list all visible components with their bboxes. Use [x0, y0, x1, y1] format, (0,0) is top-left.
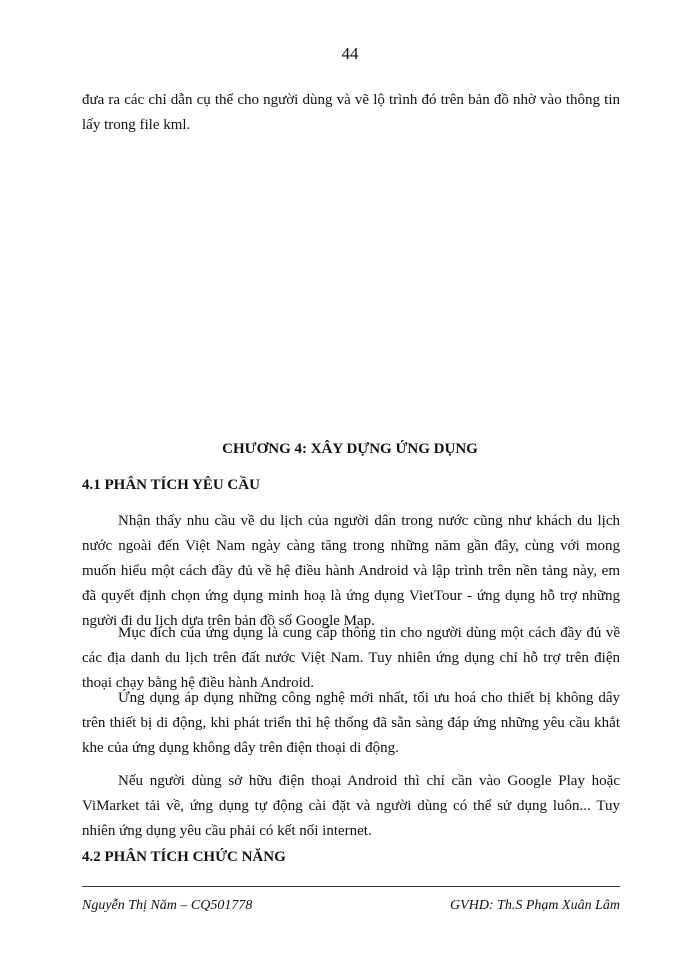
intro-paragraph: đưa ra các chỉ dẫn cụ thể cho người dùng và vẽ lộ trình đó trên bản đồ nhờ vào thông tin lấy trong file kml. [82, 92, 620, 133]
paragraph: Nếu người dùng sở hữu điện thoại Android thì chỉ cần vào Google Play hoặc ViMarket tải về, ứng dụng tự động cài đặt và người dùng có thể sử dụng luôn... Tuy nhiên ứng dụng yêu cầu phải có kết nối internet. [82, 773, 620, 839]
section-heading-4-1: 4.1 PHÂN TÍCH YÊU CẦU [82, 477, 260, 493]
paragraph: Mục đích của ứng dụng là cung cấp thông tin cho người dùng một cách đầy đủ về các địa danh du lịch trên đất nước Việt Nam. Tuy nhiên ứng dụng chỉ hỗ trợ trên điện thoại chạy bằng hệ điều hành Android. [82, 625, 620, 691]
paragraph: Ứng dụng áp dụng những công nghệ mới nhất, tối ưu hoá cho thiết bị không dây trên thiết bị di động, khi phát triển thì hệ thống đã sẵn sàng đáp ứng những yêu cầu khắt khe của ứng dụng không dây trên điện thoại di động. [82, 690, 620, 756]
footer-author: Nguyễn Thị Năm – CQ501778 [82, 898, 253, 913]
page-number: 44 [341, 44, 359, 63]
footer-divider [82, 886, 620, 887]
paragraph: Nhận thấy nhu cầu về du lịch của người dân trong nước cũng như khách du lịch nước ngoài đến Việt Nam ngày càng tăng trong những năm gần đây, cùng với mong muốn hiểu một cách đầy đủ về hệ điều hành Android và lập trình trên nền tảng này, em đã quyết định chọn ứng dụng minh hoạ là ứng dụng VietTour - ứng dụng hỗ trợ những người đi du lịch dựa trên bản đồ số Google Map. [82, 513, 620, 629]
chapter-title: CHƯƠNG 4: XÂY DỰNG ỨNG DỤNG [222, 441, 478, 457]
section-heading-4-2: 4.2 PHÂN TÍCH CHỨC NĂNG [82, 849, 286, 865]
footer-advisor: GVHD: Th.S Phạm Xuân Lâm [450, 898, 620, 913]
